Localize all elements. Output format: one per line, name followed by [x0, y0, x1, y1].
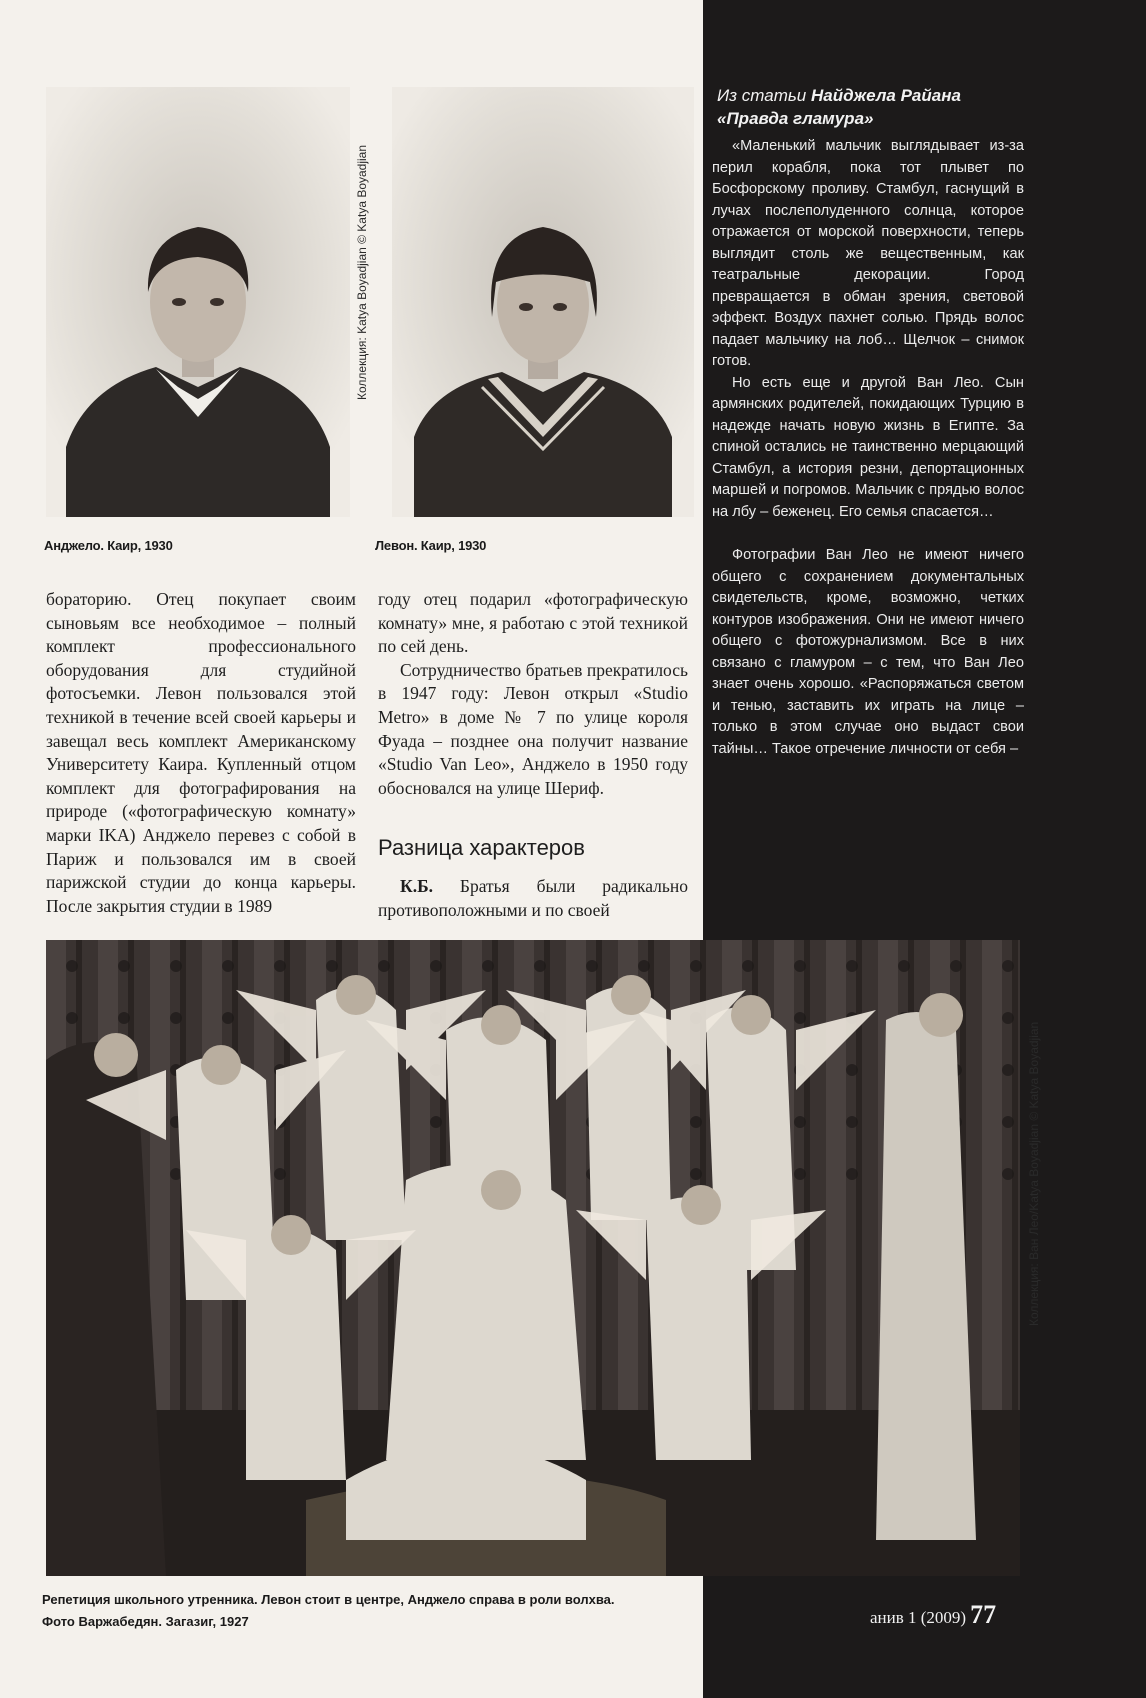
caption-rehearsal-line2: Фото Варжабедян. Загазиг, 1927 — [42, 1614, 249, 1629]
sidebar-p3: Фотографии Ван Лео не имеют ничего общего с сохранением документальных свидетельств, кроме, возможно, четких контуров изображения. Они не имеют ничего общего с фотожурнализмом. Все в них связано с гламуром – с тем, что Ван Лео знает очень хорошо. «Распоряжаться светом и тенью, заставить их играть на лице – только в этом случае оно выдаст свои тайны… Такое отречение личности от себя – — [712, 547, 1024, 757]
journal-issue: анив 1 (2009) — [870, 1608, 967, 1627]
article-col2-p1: году отец подарил «фотографическую комнату» мне, я работаю с этой техникой по сей день. — [378, 589, 688, 657]
article-col2-p3: Братья были радикально противоположными и по своей — [378, 876, 689, 920]
caption-rehearsal — [42, 1589, 692, 1633]
caption-levon: Левон. Каир, 1930 — [375, 538, 487, 553]
sidebar-title-author: Найджела Райана — [811, 86, 961, 105]
caption-rehearsal-line1: Репетиция школьного утренника. Левон стоит в центре, Анджело справа в роли волхва. — [42, 1592, 615, 1607]
article-column-2 — [378, 588, 688, 800]
photo-credit-rehearsal: Коллекция: Ван Лео/Katya Boyadjian © Katya Boyadjian — [1027, 1021, 1041, 1326]
sidebar-p1: «Маленький мальчик выглядывает из-за перил корабля, пока тот плывет по Босфорскому проливу. Стамбул, гаснущий в лучах послеполуденного солнца, которое отражается от морской поверхности, теперь выглядит столь же вещественным, как театральные декорации. Город превращается в обман зрения, световой эффект. Воздух пахнет солью. Прядь волос падает мальчику на лоб… Щелчок – снимок готов. — [712, 138, 1024, 369]
photo-levon — [392, 87, 694, 517]
subheading-character: Разница характеров — [378, 835, 585, 860]
photo-angelo — [46, 87, 350, 517]
article-col2-p2: Сотрудничество братьев прекратилось в 1947 году: Левон открыл «Studio Metro» в доме № 7 по улице короля Фуада – позднее она получит название «Studio Van Leo», Анджело в 1950 году обосновался на улице Шериф. — [378, 659, 688, 798]
photo-credit-top: Коллекция: Katya Boyadjian © Katya Boyadjian — [355, 144, 369, 400]
page-number: 77 — [970, 1600, 997, 1629]
sidebar-column — [712, 136, 1024, 760]
article-column-2-cont — [378, 875, 688, 922]
article-col1-text: бораторию. Отец покупает своим сыновьям все необходимое – полный комплект профессионального оборудования для студийной фотосъемки. Левон пользовался этой техникой в течение всей своей карьеры и завещал весь комплект Американскому Университету Каира. Купленный отцом комплект для фотографирования на природе («фотографическую комнату» марки IKA) Анджело перевез с собой в Париж и пользовался им в своей парижской студии до конца карьеры. После закрытия студии в 1989 — [46, 589, 356, 916]
sidebar-title — [717, 84, 1117, 130]
interviewer-initials: К.Б. — [400, 876, 434, 896]
photo-rehearsal — [46, 940, 1020, 1576]
sidebar-title-article: «Правда гламура» — [717, 109, 874, 128]
sidebar-p2: Но есть еще и другой Ван Лео. Сын армянских родителей, покидающих Турцию в надежде начать новую жизнь в Египте. За спиной остались не таинственно мерцающий Стамбул, а история резни, депортационных маршей и погромов. Мальчик с прядью волос на лбу – беженец. Его семья спасается… — [712, 374, 1024, 520]
article-column-1 — [46, 588, 356, 918]
page-footer — [870, 1600, 996, 1630]
sidebar-title-prefix: Из статьи — [717, 86, 807, 105]
caption-angelo: Анджело. Каир, 1930 — [44, 538, 173, 553]
